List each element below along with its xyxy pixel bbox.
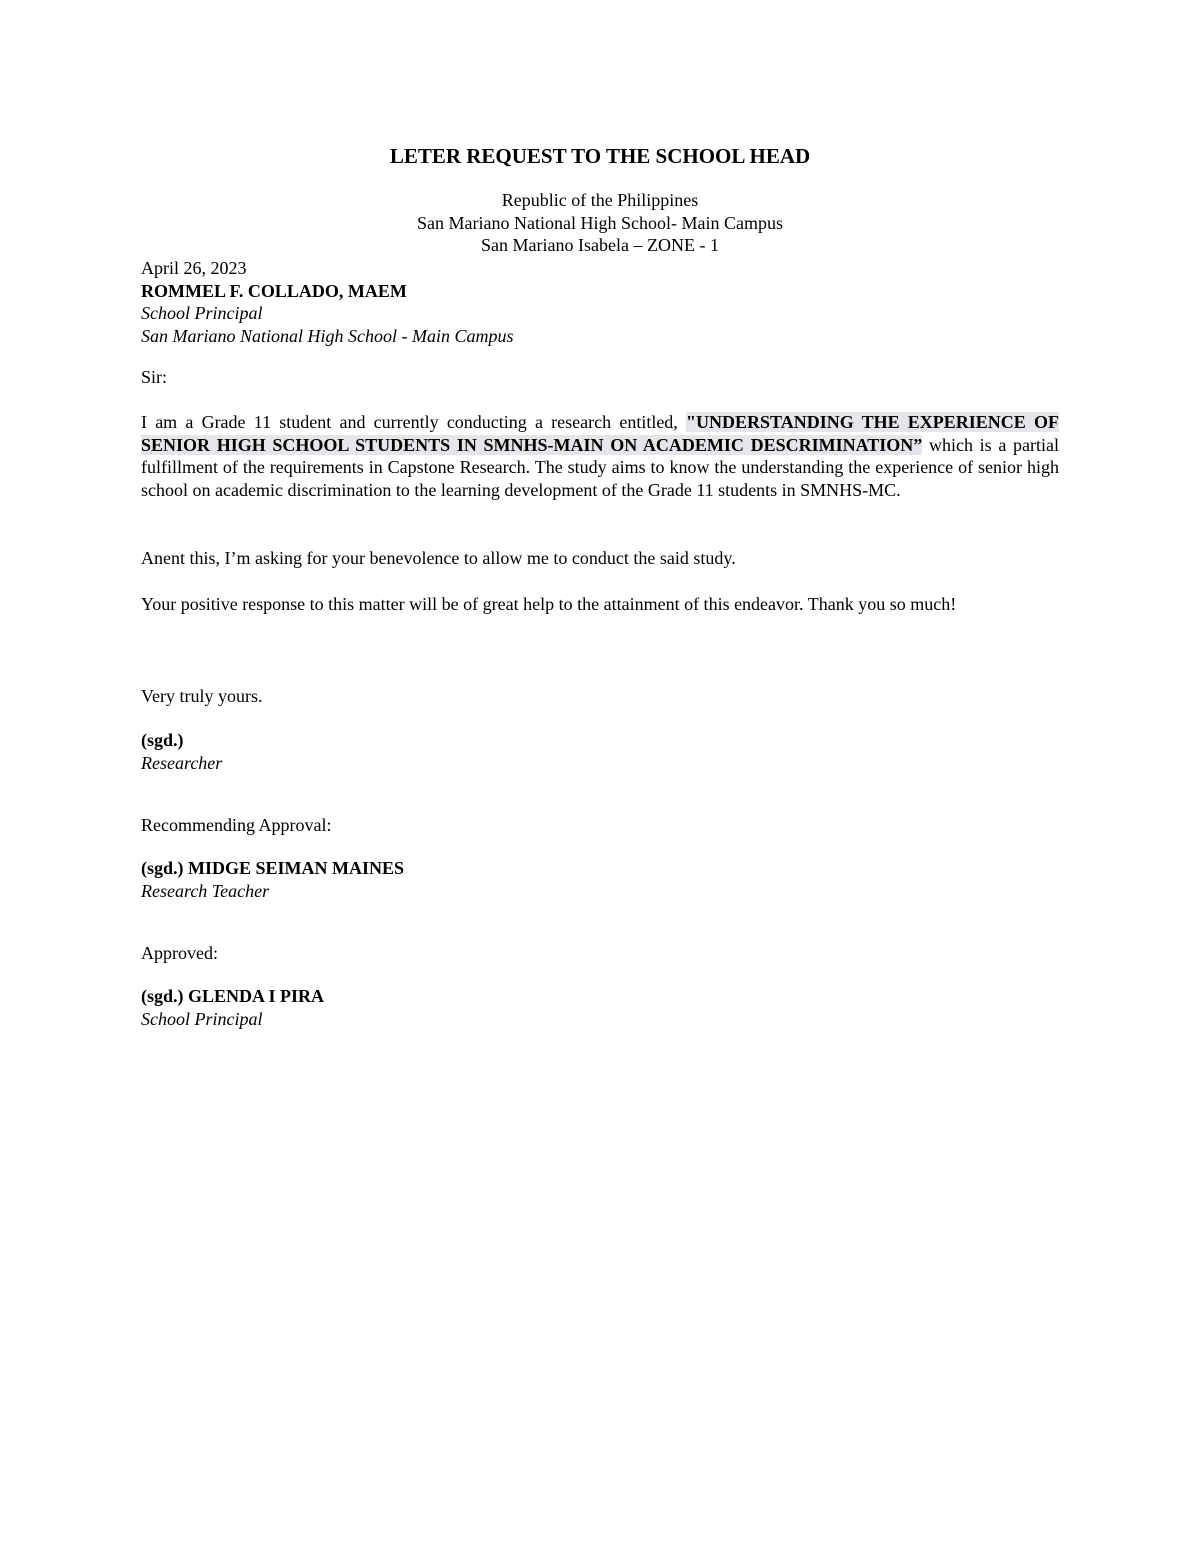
teacher-role: Research Teacher [141,880,270,901]
researcher-signature [141,729,1059,774]
recipient-block [141,257,1059,347]
principal-name: (sgd.) GLENDA I PIRA [141,986,325,1006]
approved-label: Approved: [141,943,218,963]
body-paragraph-1 [141,411,1059,501]
researcher-name: (sgd.) [141,730,184,750]
recipient-school: San Mariano National High School - Main Campus [141,325,514,346]
closing: Very truly yours. [141,686,263,706]
principal-role: School Principal [141,1008,263,1029]
principal-signature [141,985,1059,1030]
salutation: Sir: [141,367,168,387]
letterhead-address: San Mariano Isabela – ZONE - 1 [481,235,719,255]
teacher-signature [141,857,1059,902]
researcher-role: Researcher [141,752,223,773]
document-title: LETER REQUEST TO THE SCHOOL HEAD [389,144,811,168]
body-paragraph-3: Your positive response to this matter will be of great help to the attainment of this endeavor. Thank you so much! [141,594,957,614]
recommending-approval-label: Recommending Approval: [141,815,332,835]
letter-date: April 26, 2023 [141,258,247,278]
teacher-name: (sgd.) MIDGE SEIMAN MAINES [141,858,405,878]
paragraph-rest: which is a partial fulfillment of the requirements in Capstone Research. The study aims to know the understanding the experience of senior high school on academic discrimination to the learning development of the Grade 11 students in SMNHS-MC. [141,434,1059,500]
letterhead [0,189,1200,257]
research-title: "UNDERSTANDING THE EXPERIENCE OF SENIOR HIGH SCHOOL STUDENTS IN SMNHS-MAIN ON ACADEMIC DESCRIMINATION” [141,412,1059,455]
letterhead-school: San Mariano National High School- Main Campus [417,212,783,233]
paragraph-intro: I am a Grade 11 student and currently conducting a research entitled, [141,412,687,432]
recipient-position: School Principal [141,303,263,323]
body-paragraph-2: Anent this, I’m asking for your benevolence to allow me to conduct the said study. [141,548,736,568]
recipient-name: ROMMEL F. COLLADO, MAEM [141,280,407,301]
letterhead-country: Republic of the Philippines [501,190,699,210]
